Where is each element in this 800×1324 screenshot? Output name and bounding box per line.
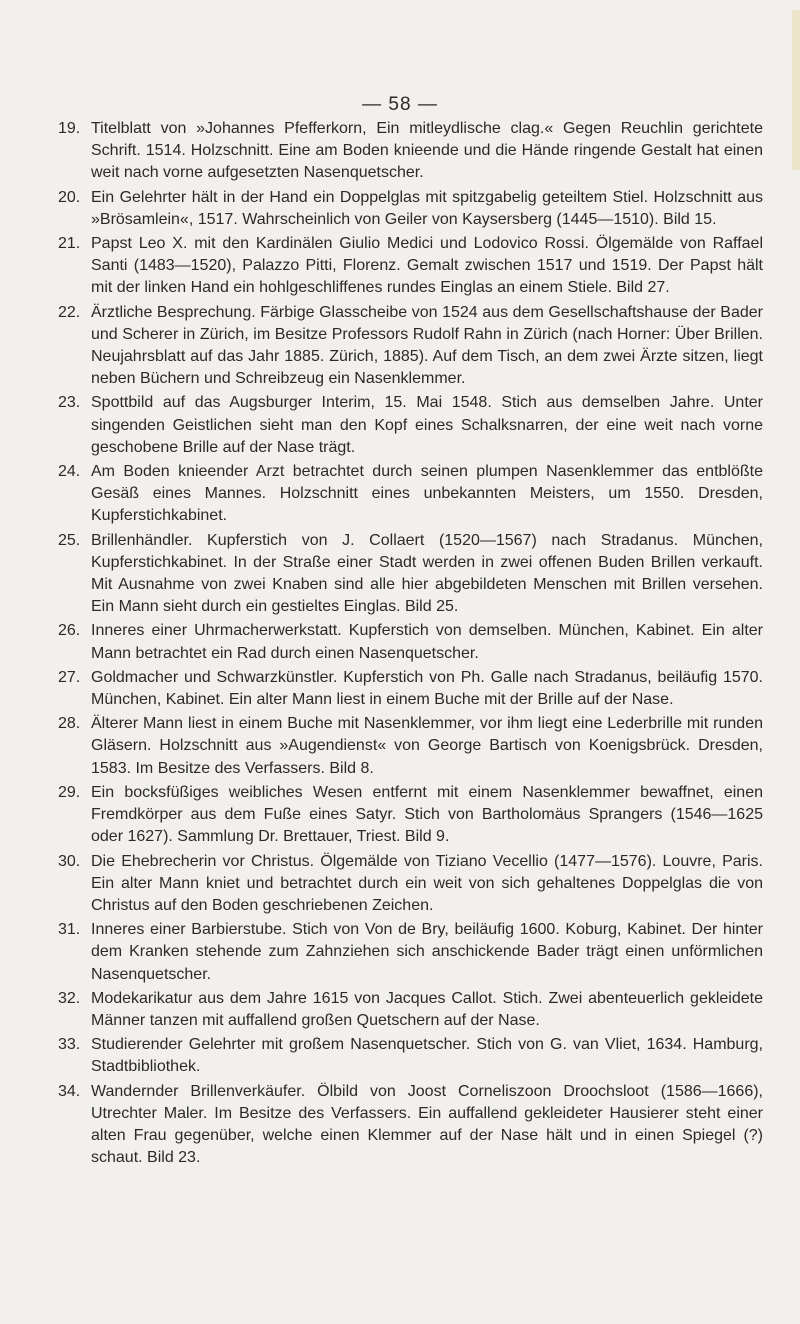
entry-number: 24. bbox=[58, 463, 81, 481]
list-item bbox=[58, 782, 763, 849]
entry-text: Brillenhändler. Kupferstich von J. Collaert (1520—1567) nach Stradanus. München, Kupferstichkabinet. In der Straße einer Stadt werden in zwei offenen Buden Brillen verkauft. Mit Ausnahme von zwei Knaben sind alle hier abgebildeten Menschen mit Brillen versehen. Ein Mann sieht durch ein gestieltes Einglas. Bild 25. bbox=[91, 531, 763, 616]
entry-text: Ein Gelehrter hält in der Hand ein Doppelglas mit spitzgabelig geteiltem Stiel. Holzschnitt aus »Brösamlein«, 1517. Wahrscheinlich von Geiler von Kaysersberg (1445—1510). Bild 15. bbox=[91, 188, 763, 228]
list-item bbox=[58, 620, 763, 664]
entry-number: 32. bbox=[58, 989, 81, 1007]
entry-text: Ärztliche Besprechung. Färbige Glasscheibe von 1524 aus dem Gesellschaftshause der Bader und Scherer in Zürich, im Besitze Professors Rudolf Rahn in Zürich (nach Horner: Über Brillen. Neujahrsblatt auf das Jahr 1885. Zürich, 1885). Auf dem Tisch, an dem zwei Ärzte sitzen, liegt neben Büchern und Schreibzeug ein Nasenklemmer. bbox=[91, 303, 763, 388]
list-item bbox=[58, 530, 763, 619]
entry-number: 20. bbox=[58, 188, 81, 206]
list-item bbox=[58, 988, 763, 1032]
list-item bbox=[58, 1034, 763, 1078]
entry-number: 34. bbox=[58, 1082, 81, 1100]
entry-text: Titelblatt von »Johannes Pfefferkorn, Ein mitleydlische clag.« Gegen Reuchlin gerichtete Schrift. 1514. Holzschnitt. Eine am Boden knieende und die Hände ringende Gestalt hat einen weit nach vorne aufgesetzten Nasenquetscher. bbox=[91, 120, 763, 182]
entry-number: 26. bbox=[58, 622, 81, 640]
list-item bbox=[58, 713, 763, 780]
entry-text: Modekarikatur aus dem Jahre 1615 von Jacques Callot. Stich. Zwei abenteuerlich gekleidete Männer tanzen mit auffallend großen Quetschern auf der Nase. bbox=[91, 989, 763, 1029]
entry-number: 22. bbox=[58, 303, 81, 321]
list-item bbox=[58, 118, 763, 185]
list-item bbox=[58, 392, 763, 459]
entry-number: 25. bbox=[58, 531, 81, 549]
list-item bbox=[58, 851, 763, 918]
entry-text: Ein bocksfüßiges weibliches Wesen entfernt mit einem Nasenklemmer bewaffnet, einen Fremdkörper aus dem Fuße eines Satyr. Stich von Bartholomäus Sprangers (1546—1625 oder 1627). Sammlung Dr. Brettauer, Triest. Bild 9. bbox=[91, 783, 763, 846]
entry-number: 27. bbox=[58, 668, 81, 686]
entry-number: 23. bbox=[58, 394, 81, 412]
entry-number: 28. bbox=[58, 715, 81, 733]
page-edge-strip bbox=[792, 10, 800, 170]
entry-text: Studierender Gelehrter mit großem Nasenquetscher. Stich von G. van Vliet, 1634. Hamburg, Stadtbibliothek. bbox=[91, 1036, 763, 1076]
catalog-list bbox=[58, 118, 763, 1171]
list-item bbox=[58, 302, 763, 391]
entry-text: Spottbild auf das Augsburger Interim, 15. Mai 1548. Stich aus demselben Jahre. Unter singenden Geistlichen sieht man den Kopf eines Schalksnarren, der eine weit nach vorne geschobene Brille auf der Nase trägt. bbox=[91, 394, 763, 456]
entry-text: Inneres einer Barbierstube. Stich von Von de Bry, beiläufig 1600. Koburg, Kabinet. Der hinter dem Kranken stehende zum Zahnziehen sich anschickende Bader trägt einen unförmlichen Nasenquetscher. bbox=[91, 921, 763, 983]
page-number: — 58 — bbox=[362, 94, 438, 115]
entry-text: Die Ehebrecherin vor Christus. Ölgemälde von Tiziano Vecellio (1477—1576). Louvre, Paris. Ein alter Mann kniet und betrachtet durch ein weit von sich gehaltenes Doppelglas die von Christus auf den Boden geschriebenen Zeichen. bbox=[91, 852, 763, 914]
entry-number: 21. bbox=[58, 235, 81, 253]
list-item bbox=[58, 919, 763, 986]
list-item bbox=[58, 187, 763, 231]
entry-number: 31. bbox=[58, 921, 81, 939]
entry-text: Älterer Mann liest in einem Buche mit Nasenklemmer, vor ihm liegt eine Lederbrille mit runden Gläsern. Holzschnitt aus »Augendienst« von George Bartisch von Koenigsbrück. Dresden, 1583. Im Besitze des Verfassers. Bild 8. bbox=[91, 715, 763, 777]
entry-text: Goldmacher und Schwarzkünstler. Kupferstich von Ph. Galle nach Stradanus, beiläufig 1570. München, Kabinet. Ein alter Mann liest in einem Buche mit der Brille auf der Nase. bbox=[91, 668, 763, 709]
entry-number: 19. bbox=[58, 120, 81, 137]
entry-text: Wandernder Brillenverkäufer. Ölbild von Joost Corneliszoon Droochsloot (1586—1666), Utrechter Maler. Im Besitze des Verfassers. Ein auffallend gekleideter Hausierer steht einer alten Frau gegenüber, welche einen Klemmer auf der Nase hält und in einen Spiegel (?) schaut. Bild 23. bbox=[91, 1082, 763, 1167]
entry-text: Inneres einer Uhrmacherwerkstatt. Kupferstich von demselben. München, Kabinet. Ein alter Mann betrachtet ein Rad durch einen Nasenquetscher. bbox=[91, 622, 763, 662]
entry-text: Am Boden knieender Arzt betrachtet durch seinen plumpen Nasenklemmer das entblößte Gesäß eines Mannes. Holzschnitt eines unbekannten Meisters, um 1550. Dresden, Kupferstichkabinet. bbox=[91, 463, 763, 525]
entry-number: 30. bbox=[58, 852, 81, 870]
list-item bbox=[58, 461, 763, 528]
entry-text: Papst Leo X. mit den Kardinälen Giulio Medici und Lodovico Rossi. Ölgemälde von Raffael Santi (1483—1520), Palazzo Pitti, Florenz. Gemalt zwischen 1517 und 1519. Der Papst hält mit der linken Hand ein hohlgeschliffenes rundes Einglas an einem Stiele. Bild 27. bbox=[91, 235, 763, 297]
list-item bbox=[58, 1081, 763, 1170]
list-item bbox=[58, 667, 763, 711]
entry-number: 29. bbox=[58, 783, 81, 801]
list-item bbox=[58, 233, 763, 300]
entry-number: 33. bbox=[58, 1036, 81, 1054]
